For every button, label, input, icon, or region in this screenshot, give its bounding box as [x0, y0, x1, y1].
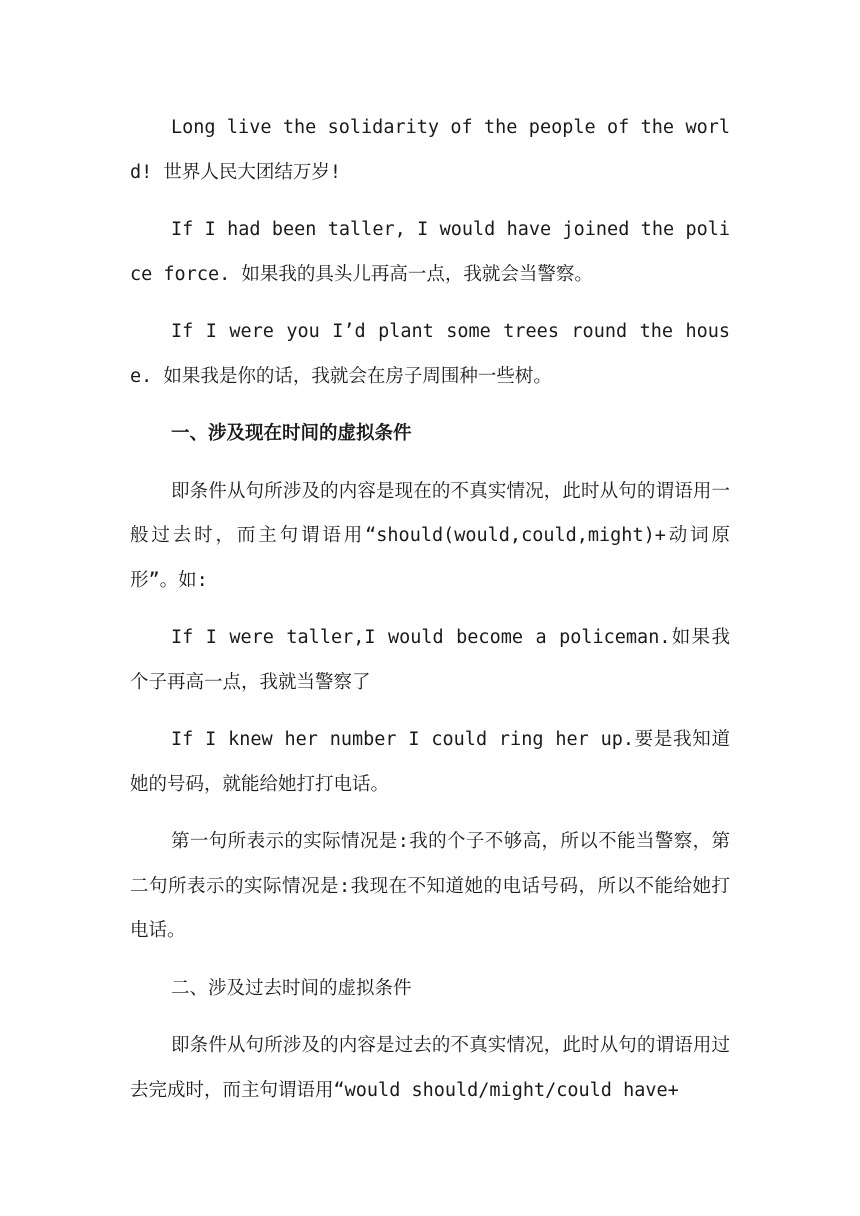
section-heading-present: 一、涉及现在时间的虚拟条件: [171, 423, 412, 444]
paragraph-example-number: If I knew her number I could ring her up.要是我知道她的号码，就能给她打打电话。: [130, 729, 730, 795]
paragraph-present-rule: 即条件从句所涉及的内容是现在的不真实情况，此时从句的谓语用一般过去时，而主句谓语用“should(would,could,might)+动词原形”。如:: [130, 480, 730, 591]
document-body: [130, 106, 730, 1126]
paragraph-taller-police: If I had been taller, I would have joined the police force. 如果我的具头儿再高一点，我就会当警察。: [130, 219, 730, 285]
paragraph-past-rule: 即条件从句所涉及的内容是过去的不真实情况，此时从句的谓语用过去完成时，而主句谓语用“would should/might/could have+: [130, 1035, 730, 1101]
paragraph-explanation: 第一句所表示的实际情况是:我的个子不够高，所以不能当警察，第二句所表示的实际情况是:我现在不知道她的电话号码，所以不能给她打电话。: [130, 831, 730, 941]
paragraph-plant-trees: If I were you I’d plant some trees round the house. 如果我是你的话，我就会在房子周围种一些树。: [130, 321, 730, 387]
section-heading-past: 二、涉及过去时间的虚拟条件: [171, 977, 412, 999]
paragraph-example-policeman: If I were taller,I would become a policeman.如果我个子再高一点，我就当警察了: [130, 627, 730, 693]
paragraph-solidarity: Long live the solidarity of the people of the world! 世界人民大团结万岁!: [130, 117, 730, 183]
